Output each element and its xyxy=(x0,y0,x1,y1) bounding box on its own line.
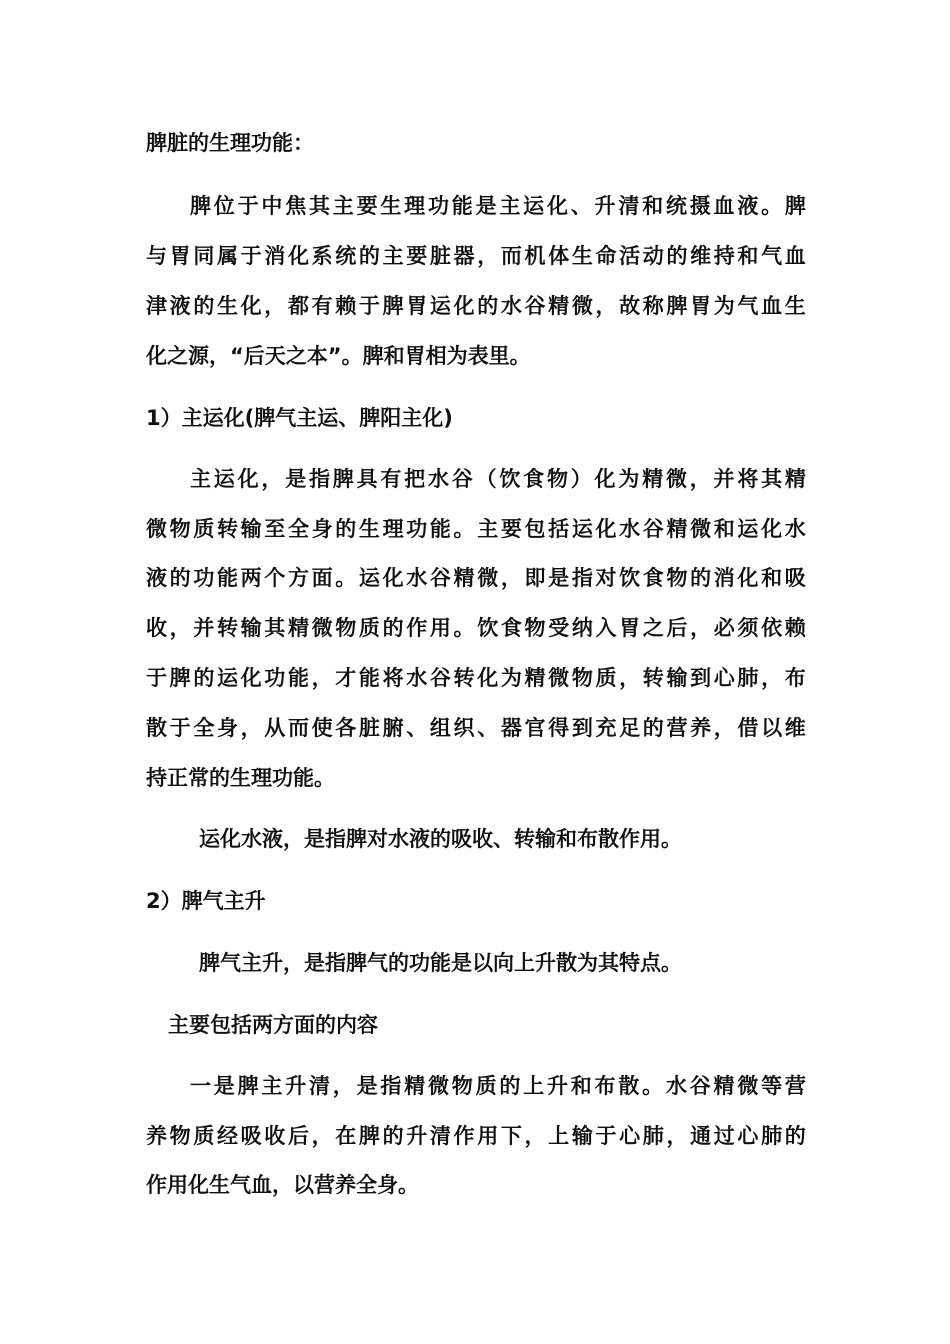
main-heading: 脾脏的生理功能： xyxy=(146,131,314,155)
section1-heading: 1）主运化(脾气主运、脾阳主化) xyxy=(146,406,453,430)
section1-line-1: 主 运 化 ， 是 指 脾 具 有 把 水 谷 （ 饮 食 物 ） 化 为 精 微 ， 并 将 其 精 xyxy=(190,467,806,491)
section1-line-4: 收 ， 并 转 输 其 精 微 物 质 的 作 用 。 饮 食 物 受 纳 入 胃 之 后 ， 必 须 依 赖 xyxy=(146,616,806,640)
intro-line-4: 化之源，“后天之本”。脾和胃相为表里。 xyxy=(146,344,531,368)
section1-line-5: 于 脾 的 运 化 功 能 ， 才 能 将 水 谷 转 化 为 精 微 物 质 ， 转 输 到 心 肺 ， 布 xyxy=(146,666,806,690)
section1-line-3: 液 的 功 能 两 个 方 面 。 运 化 水 谷 精 微 ， 即 是 指 对 饮 食 物 的 消 化 和 吸 xyxy=(146,566,806,590)
section1-line-6: 散 于 全 身 ， 从 而 使 各 脏 腑 、 组 织 、 器 官 得 到 充 足 的 营 养 ， 借 以 维 xyxy=(146,716,806,740)
section2-definition: 脾气主升，是指脾气的功能是以向上升散为其特点。 xyxy=(199,951,682,975)
section1-line-7: 持正常的生理功能。 xyxy=(146,766,335,790)
intro-line-2: 与 胃 同 属 于 消 化 系 统 的 主 要 脏 器 ， 而 机 体 生 命 活 动 的 维 持 和 气 血 xyxy=(146,244,806,268)
intro-line-1: 脾 位 于 中 焦 其 主 要 生 理 功 能 是 主 运 化 、 升 清 和 统 摄 血 液 。 脾 xyxy=(190,194,806,218)
section1-line-2: 微 物 质 转 输 至 全 身 的 生 理 功 能 。 主 要 包 括 运 化 水 谷 精 微 和 运 化 水 xyxy=(146,517,806,541)
section2-line-3: 作用化生气血，以营养全身。 xyxy=(146,1173,419,1197)
section2-subheading: 主要包括两方面的内容 xyxy=(168,1013,378,1037)
water-transport-text: 运化水液，是指脾对水液的吸收、转输和布散作用。 xyxy=(199,827,682,851)
section2-line-2: 养 物 质 经 吸 收 后 ， 在 脾 的 升 清 作 用 下 ， 上 输 于 心 肺 ， 通 过 心 肺 的 xyxy=(146,1124,806,1148)
section2-line-1: 一 是 脾 主 升 清 ， 是 指 精 微 物 质 的 上 升 和 布 散 。 水 谷 精 微 等 营 xyxy=(190,1074,806,1098)
intro-line-3: 津 液 的 生 化 ， 都 有 赖 于 脾 胃 运 化 的 水 谷 精 微 ， 故 称 脾 胃 为 气 血 生 xyxy=(146,294,806,318)
section2-heading: 2）脾气主升 xyxy=(146,889,266,913)
